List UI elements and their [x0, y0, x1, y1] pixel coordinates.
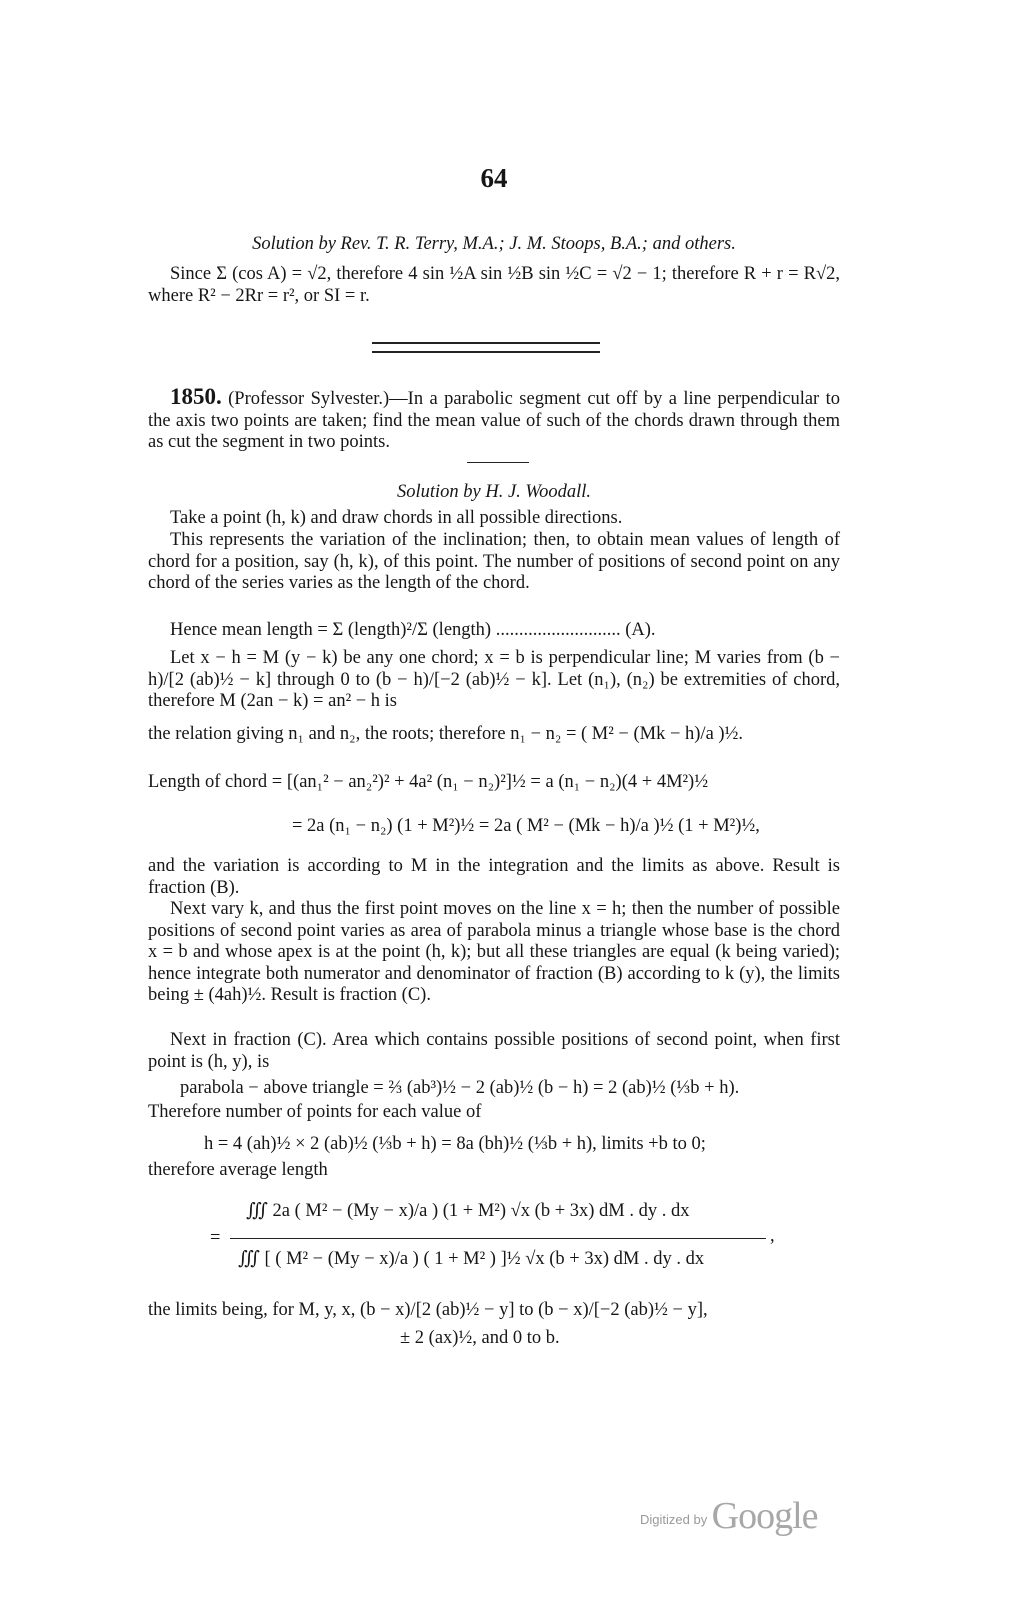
question-divider: [467, 462, 529, 463]
fraction-numerator: ∭ 2a ( M² − (My − x)/a ) (1 + M²) √x (b + 3x) dM . dy . dx: [246, 1201, 690, 1221]
roots-relation: the relation giving n₁ and n₂, the roots; therefore n₁ − n₂ = ( M² − (Mk − h)/a )½.: [148, 724, 744, 744]
digitized-by-google: [640, 1494, 818, 1538]
digitized-label: Digitized by: [640, 1512, 708, 1527]
fraction-equals: =: [210, 1228, 221, 1248]
section-divider: [372, 342, 600, 353]
solution-heading: Solution by H. J. Woodall.: [396, 482, 592, 502]
fraction-comma: ,: [770, 1226, 775, 1246]
fraction-denominator: ∭ [ ( M² − (My − x)/a ) ( 1 + M² ) ]½ √x (b + 3x) dM . dy . dx: [238, 1249, 705, 1269]
equation-parabola: parabola − above triangle = ⅔ (ab³)½ − 2 (ab)½ (b − h) = 2 (ab)½ (⅓b + h).: [180, 1078, 740, 1098]
equation-limits: ± 2 (ax)½, and 0 to b.: [400, 1328, 560, 1348]
solution-paragraph-8: therefore average length: [148, 1160, 328, 1180]
question-number: 1850.: [170, 384, 222, 409]
fraction-bar: [230, 1238, 766, 1239]
solution-paragraph-7: Therefore number of points for each value of: [148, 1102, 482, 1122]
equation-h: h = 4 (ah)½ × 2 (ab)½ (⅓b + h) = 8a (bh)½ (⅓b + h), limits +b to 0;: [204, 1134, 706, 1154]
solution-paragraph-3: Let x − h = M (y − k) be any one chord; x = b is perpendicular line; M varies from (b − h)/[2 (ab)½ − k] through 0 to (b − h)/[−2 (ab)½ − k]. Let (n₁), (n₂) be extremities of chord, therefore M (2an − k) = an² − h is: [148, 648, 840, 712]
page-number: 64: [480, 163, 508, 193]
previous-solution-text: Since Σ (cos A) = √2, therefore 4 sin ½A sin ½B sin ½C = √2 − 1; therefore R + r = R√2, where R² − 2Rr = r², or SI = r.: [148, 264, 840, 306]
equation-length-2: = 2a (n₁ − n₂) (1 + M²)½ = 2a ( M² − (Mk − h)/a )½ (1 + M²)½,: [292, 816, 760, 836]
solution-paragraph-1: Take a point (h, k) and draw chords in all possible directions.: [170, 508, 623, 528]
google-logo: Google: [711, 1495, 818, 1537]
solution-paragraph-5: Next vary k, and thus the first point moves on the line x = h; then the number of possible positions of second point varies as area of parabola minus a triangle whose base is the chord x = b and whose apex is at the point (h, k); but all these triangles are equal (k being varied); hence integrate both numerator and denominator of fraction (B) according to k (y), the limits being ± (4ah)½. Result is fraction (C).: [148, 899, 840, 1006]
solution-paragraph-6: Next in fraction (C). Area which contains possible positions of second point, when first point is (h, y), is: [148, 1030, 840, 1072]
question-text: (Professor Sylvester.)—In a parabolic segment cut off by a line perpendicular to the axis two points are taken; find the mean value of such of the chords drawn through them as cut the segment in two points.: [148, 389, 840, 453]
solution-paragraph-4: and the variation is according to M in the integration and the limits as above. Result is fraction (B).: [148, 856, 840, 898]
equation-length-1: Length of chord = [(an₁² − an₂²)² + 4a² (n₁ − n₂)²]½ = a (n₁ − n₂)(4 + 4M²)½: [148, 772, 709, 792]
solution-paragraph-9: the limits being, for M, y, x, (b − x)/[2 (ab)½ − y] to (b − x)/[−2 (ab)½ − y],: [148, 1300, 708, 1320]
previous-solution-heading: Solution by Rev. T. R. Terry, M.A.; J. M. Stoops, B.A.; and others.: [252, 234, 736, 254]
equation-a: Hence mean length = Σ (length)²/Σ (length) ........................... (A).: [170, 620, 656, 640]
solution-paragraph-2: This represents the variation of the inclination; then, to obtain mean values of length of chord for a position, say (h, k), of this point. The number of positions of second point on any chord of the series varies as the length of the chord.: [148, 530, 840, 594]
question-block: [148, 386, 840, 454]
